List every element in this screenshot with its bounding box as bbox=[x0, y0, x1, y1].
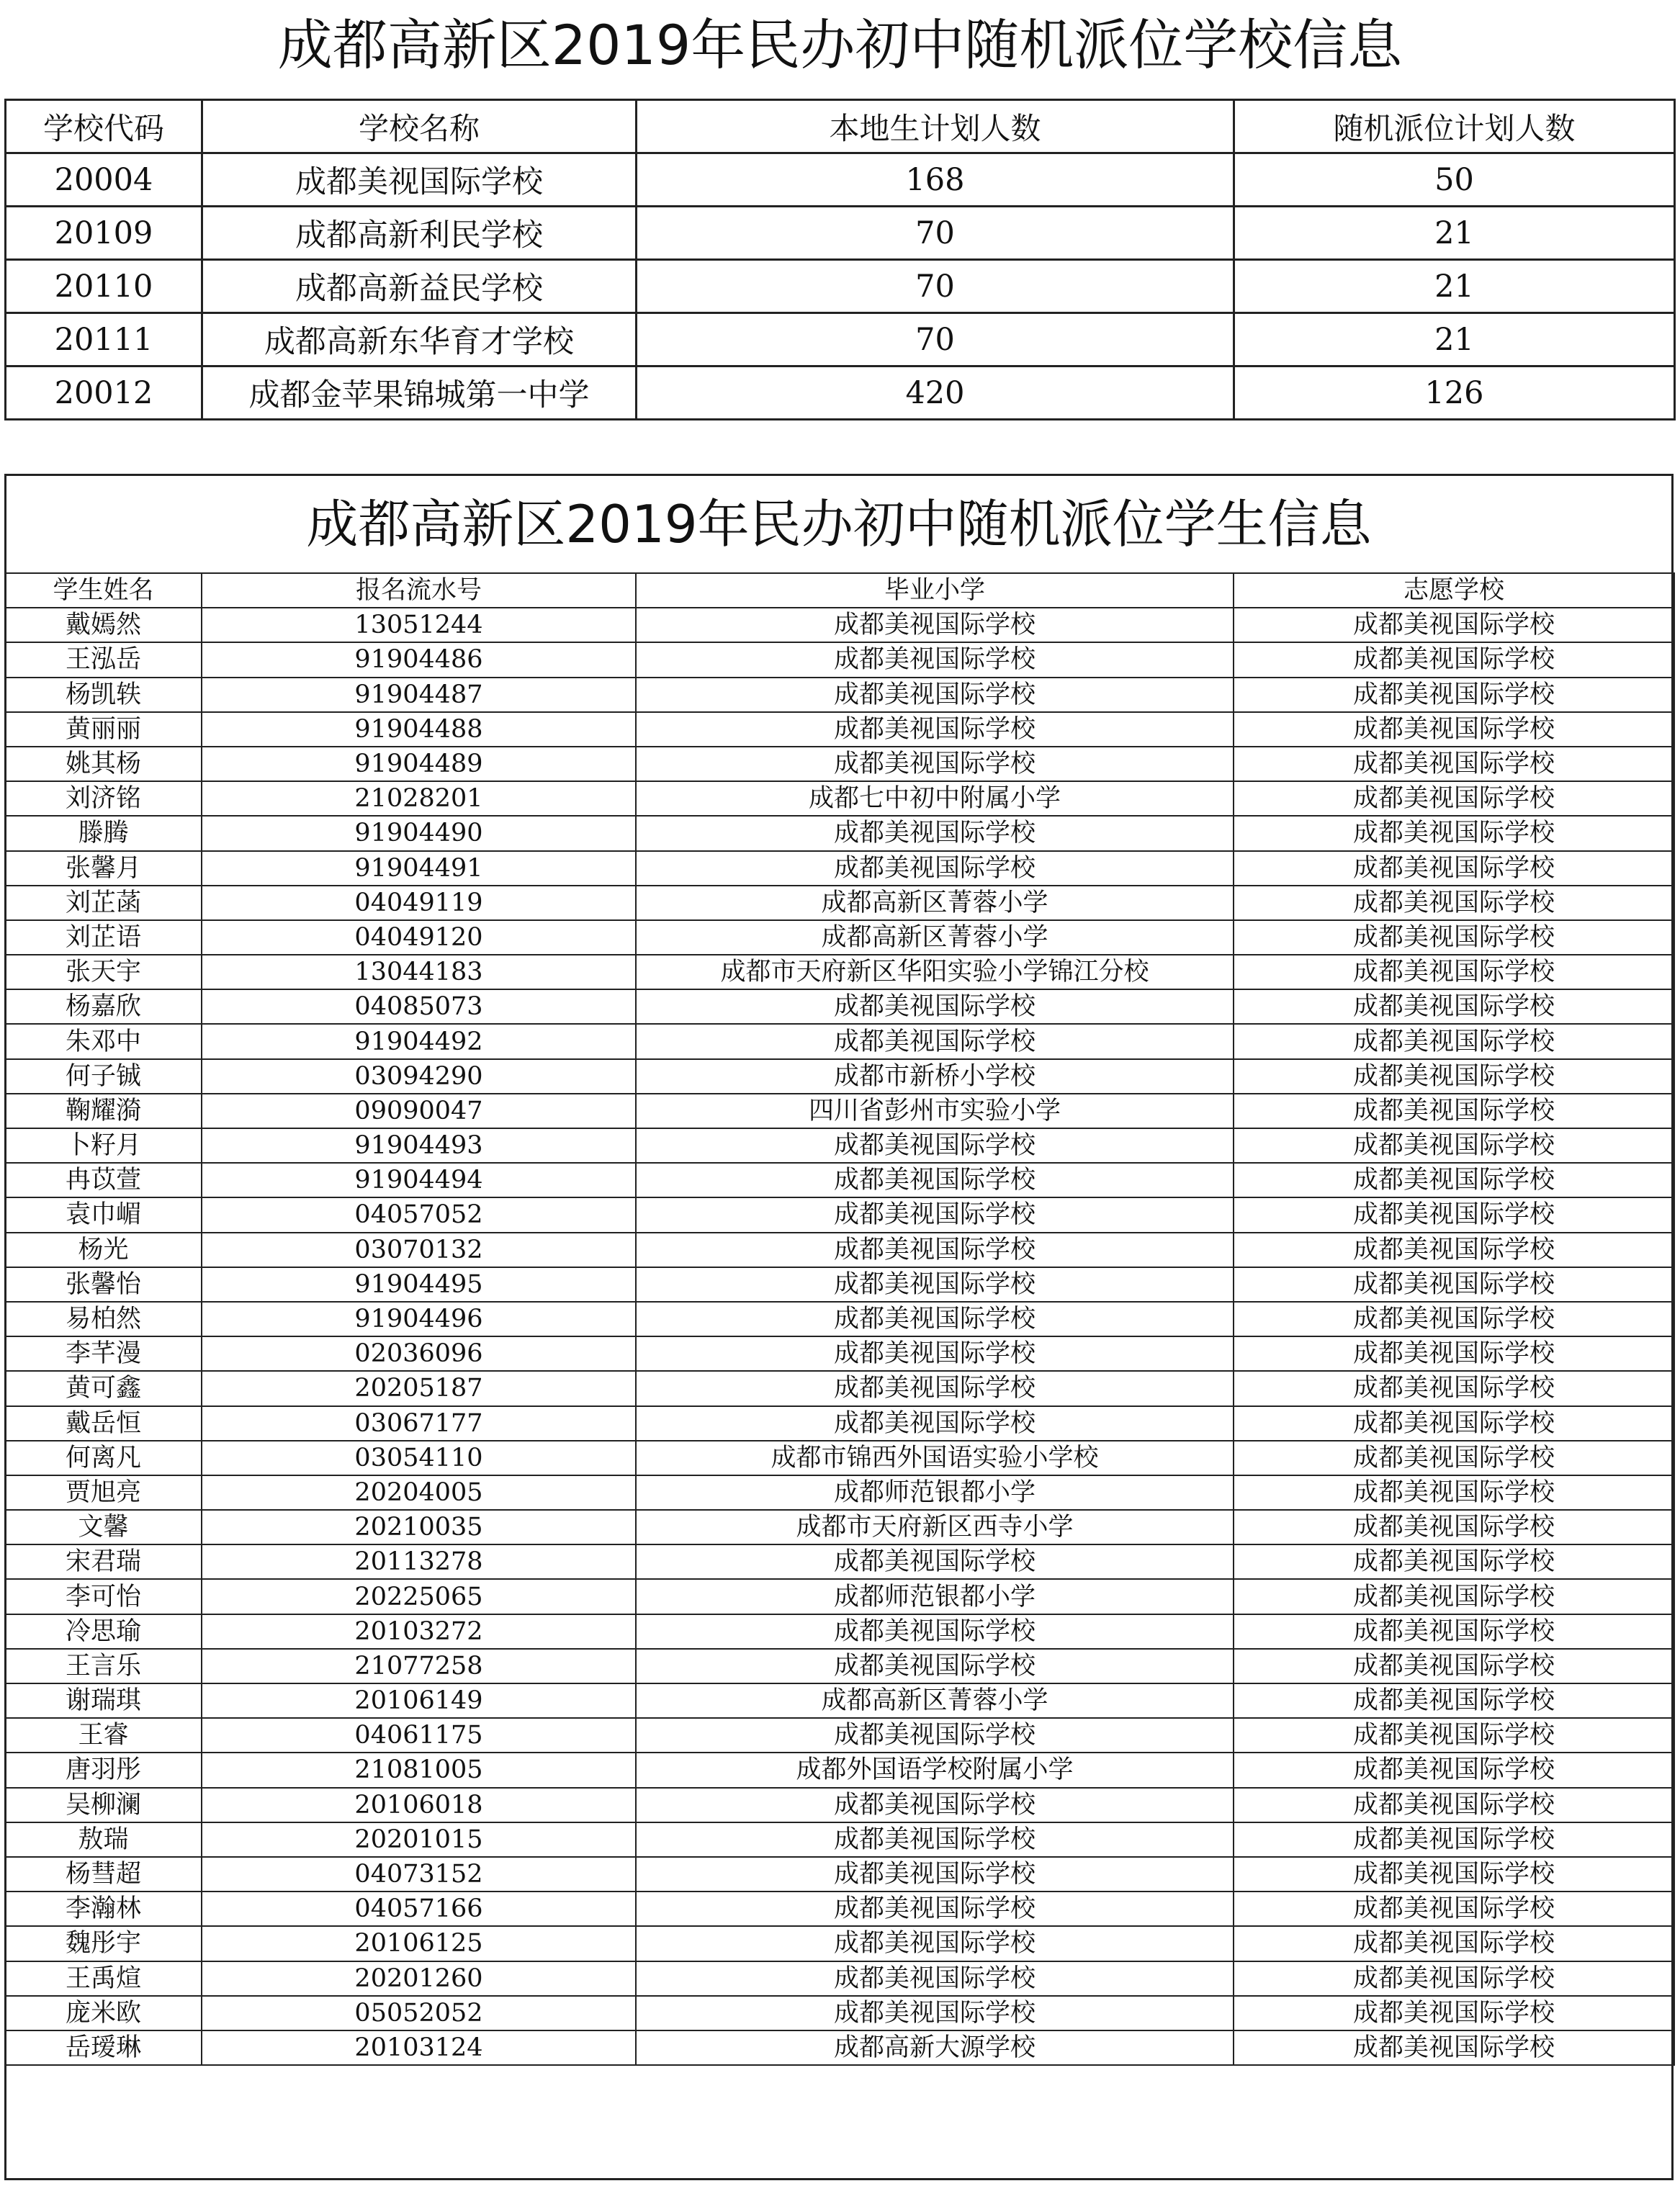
school-code-cell: 20012 bbox=[6, 366, 202, 420]
student-name-cell: 宋君瑞 bbox=[5, 1544, 202, 1579]
student-name-cell: 王睿 bbox=[5, 1718, 202, 1753]
local-plan-cell: 70 bbox=[637, 313, 1234, 366]
local-plan-cell: 70 bbox=[637, 260, 1234, 313]
student-name-cell: 卜籽月 bbox=[5, 1128, 202, 1163]
header-school-name: 学校名称 bbox=[202, 100, 637, 153]
student-name-cell: 杨凯轶 bbox=[5, 678, 202, 712]
primary-school-cell: 成都市锦西外国语实验小学校 bbox=[636, 1441, 1234, 1475]
primary-school-cell: 成都美视国际学校 bbox=[636, 1996, 1234, 2030]
primary-school-cell: 成都美视国际学校 bbox=[636, 642, 1234, 677]
school-row bbox=[6, 366, 1675, 420]
header-random-plan: 随机派位计划人数 bbox=[1234, 100, 1675, 153]
preferred-school-cell: 成都美视国际学校 bbox=[1234, 1233, 1674, 1267]
registration-no-cell: 21028201 bbox=[202, 781, 636, 816]
school-table-header bbox=[6, 100, 1675, 153]
student-row bbox=[5, 678, 1674, 712]
student-table bbox=[4, 572, 1675, 2066]
primary-school-cell: 成都市天府新区华阳实验小学锦江分校 bbox=[636, 955, 1234, 989]
student-name-cell: 王言乐 bbox=[5, 1649, 202, 1683]
student-name-cell: 何离凡 bbox=[5, 1441, 202, 1475]
student-name-cell: 李可怡 bbox=[5, 1579, 202, 1614]
registration-no-cell: 02036096 bbox=[202, 1336, 636, 1371]
student-name-cell: 张天宇 bbox=[5, 955, 202, 989]
student-row bbox=[5, 1163, 1674, 1197]
primary-school-cell: 成都美视国际学校 bbox=[636, 851, 1234, 886]
student-row bbox=[5, 851, 1674, 886]
school-code-cell: 20111 bbox=[6, 313, 202, 366]
registration-no-cell: 20103272 bbox=[202, 1614, 636, 1649]
primary-school-cell: 成都美视国际学校 bbox=[636, 712, 1234, 747]
student-name-cell: 黄丽丽 bbox=[5, 712, 202, 747]
preferred-school-cell: 成都美视国际学校 bbox=[1234, 1197, 1674, 1232]
student-section bbox=[4, 474, 1674, 2180]
local-plan-cell: 168 bbox=[637, 153, 1234, 207]
preferred-school-cell: 成都美视国际学校 bbox=[1234, 851, 1674, 886]
student-table-header bbox=[5, 573, 1674, 608]
header-preferred-school: 志愿学校 bbox=[1234, 573, 1674, 608]
student-name-cell: 何子铖 bbox=[5, 1059, 202, 1094]
schools-title: 成都高新区2019年民办初中随机派位学校信息 bbox=[277, 13, 1403, 77]
preferred-school-cell: 成都美视国际学校 bbox=[1234, 1510, 1674, 1544]
preferred-school-cell: 成都美视国际学校 bbox=[1234, 1718, 1674, 1753]
student-row bbox=[5, 608, 1674, 642]
primary-school-cell: 成都市新桥小学校 bbox=[636, 1059, 1234, 1094]
primary-school-cell: 成都美视国际学校 bbox=[636, 816, 1234, 850]
student-row bbox=[5, 747, 1674, 781]
student-row bbox=[5, 1128, 1674, 1163]
student-name-cell: 滕腾 bbox=[5, 816, 202, 850]
school-row bbox=[6, 313, 1675, 366]
registration-no-cell: 91904487 bbox=[202, 678, 636, 712]
primary-school-cell: 成都美视国际学校 bbox=[636, 1926, 1234, 1961]
student-row bbox=[5, 989, 1674, 1024]
student-row bbox=[5, 1233, 1674, 1267]
preferred-school-cell: 成都美视国际学校 bbox=[1234, 712, 1674, 747]
preferred-school-cell: 成都美视国际学校 bbox=[1234, 1996, 1674, 2030]
preferred-school-cell: 成都美视国际学校 bbox=[1234, 1302, 1674, 1336]
registration-no-cell: 04049120 bbox=[202, 920, 636, 955]
registration-no-cell: 20106149 bbox=[202, 1683, 636, 1718]
primary-school-cell: 成都美视国际学校 bbox=[636, 989, 1234, 1024]
student-row bbox=[5, 1302, 1674, 1336]
registration-no-cell: 21077258 bbox=[202, 1649, 636, 1683]
primary-school-cell: 成都市天府新区西寺小学 bbox=[636, 1510, 1234, 1544]
student-row bbox=[5, 1649, 1674, 1683]
school-table bbox=[4, 99, 1676, 420]
primary-school-cell: 成都美视国际学校 bbox=[636, 1233, 1234, 1267]
random-plan-cell: 126 bbox=[1234, 366, 1675, 420]
registration-no-cell: 20204005 bbox=[202, 1475, 636, 1510]
preferred-school-cell: 成都美视国际学校 bbox=[1234, 608, 1674, 642]
registration-no-cell: 20201260 bbox=[202, 1961, 636, 1996]
student-name-cell: 姚其杨 bbox=[5, 747, 202, 781]
primary-school-cell: 成都美视国际学校 bbox=[636, 1302, 1234, 1336]
student-name-cell: 王禹煊 bbox=[5, 1961, 202, 1996]
preferred-school-cell: 成都美视国际学校 bbox=[1234, 1892, 1674, 1926]
primary-school-cell: 成都美视国际学校 bbox=[636, 1788, 1234, 1822]
student-row bbox=[5, 1094, 1674, 1128]
preferred-school-cell: 成都美视国际学校 bbox=[1234, 1579, 1674, 1614]
student-row bbox=[5, 712, 1674, 747]
primary-school-cell: 成都师范银都小学 bbox=[636, 1579, 1234, 1614]
student-row bbox=[5, 1753, 1674, 1787]
primary-school-cell: 成都美视国际学校 bbox=[636, 1406, 1234, 1441]
registration-no-cell: 21081005 bbox=[202, 1753, 636, 1787]
student-name-cell: 庞米欧 bbox=[5, 1996, 202, 2030]
student-row bbox=[5, 2030, 1674, 2065]
student-name-cell: 杨光 bbox=[5, 1233, 202, 1267]
student-row bbox=[5, 1406, 1674, 1441]
student-row bbox=[5, 1683, 1674, 1718]
student-row bbox=[5, 816, 1674, 850]
student-name-cell: 张馨怡 bbox=[5, 1267, 202, 1302]
student-name-cell: 敖瑞 bbox=[5, 1822, 202, 1857]
primary-school-cell: 成都美视国际学校 bbox=[636, 1961, 1234, 1996]
registration-no-cell: 20103124 bbox=[202, 2030, 636, 2065]
random-plan-cell: 21 bbox=[1234, 313, 1675, 366]
registration-no-cell: 20106125 bbox=[202, 1926, 636, 1961]
student-name-cell: 易柏然 bbox=[5, 1302, 202, 1336]
school-code-cell: 20110 bbox=[6, 260, 202, 313]
student-name-cell: 刘济铭 bbox=[5, 781, 202, 816]
primary-school-cell: 成都美视国际学校 bbox=[636, 1614, 1234, 1649]
registration-no-cell: 04057052 bbox=[202, 1197, 636, 1232]
school-name-cell: 成都高新益民学校 bbox=[202, 260, 637, 313]
registration-no-cell: 04085073 bbox=[202, 989, 636, 1024]
header-registration-no: 报名流水号 bbox=[202, 573, 636, 608]
student-name-cell: 岳瑷琳 bbox=[5, 2030, 202, 2065]
school-row bbox=[6, 153, 1675, 207]
primary-school-cell: 成都外国语学校附属小学 bbox=[636, 1753, 1234, 1787]
student-name-cell: 戴岳恒 bbox=[5, 1406, 202, 1441]
student-row bbox=[5, 886, 1674, 920]
registration-no-cell: 91904490 bbox=[202, 816, 636, 850]
student-row bbox=[5, 1822, 1674, 1857]
registration-no-cell: 13051244 bbox=[202, 608, 636, 642]
preferred-school-cell: 成都美视国际学校 bbox=[1234, 1267, 1674, 1302]
registration-no-cell: 20205187 bbox=[202, 1371, 636, 1405]
preferred-school-cell: 成都美视国际学校 bbox=[1234, 816, 1674, 850]
primary-school-cell: 成都美视国际学校 bbox=[636, 1718, 1234, 1753]
student-row bbox=[5, 1024, 1674, 1058]
registration-no-cell: 13044183 bbox=[202, 955, 636, 989]
registration-no-cell: 09090047 bbox=[202, 1094, 636, 1128]
school-code-cell: 20109 bbox=[6, 207, 202, 260]
primary-school-cell: 成都美视国际学校 bbox=[636, 1892, 1234, 1926]
student-name-cell: 刘芷菡 bbox=[5, 886, 202, 920]
registration-no-cell: 04061175 bbox=[202, 1718, 636, 1753]
student-row bbox=[5, 1544, 1674, 1579]
student-name-cell: 李芊漫 bbox=[5, 1336, 202, 1371]
student-name-cell: 李瀚林 bbox=[5, 1892, 202, 1926]
primary-school-cell: 成都美视国际学校 bbox=[636, 1544, 1234, 1579]
header-student-name: 学生姓名 bbox=[5, 573, 202, 608]
preferred-school-cell: 成都美视国际学校 bbox=[1234, 1163, 1674, 1197]
preferred-school-cell: 成都美视国际学校 bbox=[1234, 747, 1674, 781]
registration-no-cell: 91904491 bbox=[202, 851, 636, 886]
student-row bbox=[5, 1996, 1674, 2030]
registration-no-cell: 20113278 bbox=[202, 1544, 636, 1579]
primary-school-cell: 四川省彭州市实验小学 bbox=[636, 1094, 1234, 1128]
preferred-school-cell: 成都美视国际学校 bbox=[1234, 1128, 1674, 1163]
preferred-school-cell: 成都美视国际学校 bbox=[1234, 2030, 1674, 2065]
student-name-cell: 贾旭亮 bbox=[5, 1475, 202, 1510]
student-row bbox=[5, 1926, 1674, 1961]
registration-no-cell: 04049119 bbox=[202, 886, 636, 920]
primary-school-cell: 成都高新区菁蓉小学 bbox=[636, 920, 1234, 955]
registration-no-cell: 05052052 bbox=[202, 1996, 636, 2030]
registration-no-cell: 03094290 bbox=[202, 1059, 636, 1094]
preferred-school-cell: 成都美视国际学校 bbox=[1234, 1822, 1674, 1857]
school-name-cell: 成都高新东华育才学校 bbox=[202, 313, 637, 366]
student-row bbox=[5, 1718, 1674, 1753]
preferred-school-cell: 成都美视国际学校 bbox=[1234, 1961, 1674, 1996]
preferred-school-cell: 成都美视国际学校 bbox=[1234, 1683, 1674, 1718]
student-row bbox=[5, 955, 1674, 989]
student-row bbox=[5, 1336, 1674, 1371]
registration-no-cell: 03067177 bbox=[202, 1406, 636, 1441]
primary-school-cell: 成都美视国际学校 bbox=[636, 1267, 1234, 1302]
registration-no-cell: 91904486 bbox=[202, 642, 636, 677]
student-row bbox=[5, 1857, 1674, 1892]
registration-no-cell: 91904489 bbox=[202, 747, 636, 781]
preferred-school-cell: 成都美视国际学校 bbox=[1234, 1441, 1674, 1475]
student-name-cell: 刘芷语 bbox=[5, 920, 202, 955]
student-row bbox=[5, 1059, 1674, 1094]
student-name-cell: 唐羽彤 bbox=[5, 1753, 202, 1787]
primary-school-cell: 成都美视国际学校 bbox=[636, 1024, 1234, 1058]
school-code-cell: 20004 bbox=[6, 153, 202, 207]
primary-school-cell: 成都美视国际学校 bbox=[636, 747, 1234, 781]
student-row bbox=[5, 920, 1674, 955]
student-row bbox=[5, 1197, 1674, 1232]
registration-no-cell: 04073152 bbox=[202, 1857, 636, 1892]
preferred-school-cell: 成都美视国际学校 bbox=[1234, 678, 1674, 712]
primary-school-cell: 成都美视国际学校 bbox=[636, 678, 1234, 712]
random-plan-cell: 50 bbox=[1234, 153, 1675, 207]
student-name-cell: 谢瑞琪 bbox=[5, 1683, 202, 1718]
random-plan-cell: 21 bbox=[1234, 260, 1675, 313]
preferred-school-cell: 成都美视国际学校 bbox=[1234, 1544, 1674, 1579]
preferred-school-cell: 成都美视国际学校 bbox=[1234, 920, 1674, 955]
student-name-cell: 张馨月 bbox=[5, 851, 202, 886]
registration-no-cell: 91904496 bbox=[202, 1302, 636, 1336]
preferred-school-cell: 成都美视国际学校 bbox=[1234, 886, 1674, 920]
student-row bbox=[5, 1267, 1674, 1302]
primary-school-cell: 成都师范银都小学 bbox=[636, 1475, 1234, 1510]
preferred-school-cell: 成都美视国际学校 bbox=[1234, 1788, 1674, 1822]
preferred-school-cell: 成都美视国际学校 bbox=[1234, 781, 1674, 816]
preferred-school-cell: 成都美视国际学校 bbox=[1234, 1614, 1674, 1649]
students-title: 成都高新区2019年民办初中随机派位学生信息 bbox=[306, 494, 1372, 554]
primary-school-cell: 成都美视国际学校 bbox=[636, 1336, 1234, 1371]
primary-school-cell: 成都高新区菁蓉小学 bbox=[636, 1683, 1234, 1718]
student-row bbox=[5, 1441, 1674, 1475]
student-name-cell: 袁巾嵋 bbox=[5, 1197, 202, 1232]
school-name-cell: 成都美视国际学校 bbox=[202, 153, 637, 207]
student-name-cell: 黄可鑫 bbox=[5, 1371, 202, 1405]
header-local-plan: 本地生计划人数 bbox=[637, 100, 1234, 153]
preferred-school-cell: 成都美视国际学校 bbox=[1234, 1649, 1674, 1683]
primary-school-cell: 成都美视国际学校 bbox=[636, 1371, 1234, 1405]
preferred-school-cell: 成都美视国际学校 bbox=[1234, 1336, 1674, 1371]
student-name-cell: 王泓岳 bbox=[5, 642, 202, 677]
preferred-school-cell: 成都美视国际学校 bbox=[1234, 642, 1674, 677]
student-row bbox=[5, 1579, 1674, 1614]
student-name-cell: 杨彗超 bbox=[5, 1857, 202, 1892]
preferred-school-cell: 成都美视国际学校 bbox=[1234, 1059, 1674, 1094]
preferred-school-cell: 成都美视国际学校 bbox=[1234, 1926, 1674, 1961]
registration-no-cell: 91904495 bbox=[202, 1267, 636, 1302]
random-plan-cell: 21 bbox=[1234, 207, 1675, 260]
student-row bbox=[5, 1961, 1674, 1996]
registration-no-cell: 91904493 bbox=[202, 1128, 636, 1163]
registration-no-cell: 20210035 bbox=[202, 1510, 636, 1544]
preferred-school-cell: 成都美视国际学校 bbox=[1234, 1406, 1674, 1441]
registration-no-cell: 91904492 bbox=[202, 1024, 636, 1058]
student-name-cell: 吴柳澜 bbox=[5, 1788, 202, 1822]
header-school-code: 学校代码 bbox=[6, 100, 202, 153]
preferred-school-cell: 成都美视国际学校 bbox=[1234, 989, 1674, 1024]
registration-no-cell: 04057166 bbox=[202, 1892, 636, 1926]
student-row bbox=[5, 1510, 1674, 1544]
student-row bbox=[5, 642, 1674, 677]
preferred-school-cell: 成都美视国际学校 bbox=[1234, 1753, 1674, 1787]
preferred-school-cell: 成都美视国际学校 bbox=[1234, 1475, 1674, 1510]
primary-school-cell: 成都高新区菁蓉小学 bbox=[636, 886, 1234, 920]
primary-school-cell: 成都美视国际学校 bbox=[636, 1822, 1234, 1857]
preferred-school-cell: 成都美视国际学校 bbox=[1234, 1094, 1674, 1128]
school-name-cell: 成都高新利民学校 bbox=[202, 207, 637, 260]
student-name-cell: 戴嫣然 bbox=[5, 608, 202, 642]
primary-school-cell: 成都美视国际学校 bbox=[636, 1197, 1234, 1232]
primary-school-cell: 成都美视国际学校 bbox=[636, 1649, 1234, 1683]
registration-no-cell: 91904488 bbox=[202, 712, 636, 747]
local-plan-cell: 420 bbox=[637, 366, 1234, 420]
student-row bbox=[5, 1475, 1674, 1510]
school-name-cell: 成都金苹果锦城第一中学 bbox=[202, 366, 637, 420]
preferred-school-cell: 成都美视国际学校 bbox=[1234, 1024, 1674, 1058]
registration-no-cell: 20106018 bbox=[202, 1788, 636, 1822]
student-name-cell: 文馨 bbox=[5, 1510, 202, 1544]
student-row bbox=[5, 1614, 1674, 1649]
header-primary-school: 毕业小学 bbox=[636, 573, 1234, 608]
student-name-cell: 朱邓中 bbox=[5, 1024, 202, 1058]
student-name-cell: 鞠耀漪 bbox=[5, 1094, 202, 1128]
preferred-school-cell: 成都美视国际学校 bbox=[1234, 1371, 1674, 1405]
preferred-school-cell: 成都美视国际学校 bbox=[1234, 955, 1674, 989]
school-row bbox=[6, 207, 1675, 260]
primary-school-cell: 成都美视国际学校 bbox=[636, 1163, 1234, 1197]
preferred-school-cell: 成都美视国际学校 bbox=[1234, 1857, 1674, 1892]
student-name-cell: 冷思瑜 bbox=[5, 1614, 202, 1649]
primary-school-cell: 成都七中初中附属小学 bbox=[636, 781, 1234, 816]
student-row bbox=[5, 1371, 1674, 1405]
school-row bbox=[6, 260, 1675, 313]
student-row bbox=[5, 1788, 1674, 1822]
primary-school-cell: 成都美视国际学校 bbox=[636, 1857, 1234, 1892]
student-row bbox=[5, 781, 1674, 816]
student-row bbox=[5, 1892, 1674, 1926]
primary-school-cell: 成都高新大源学校 bbox=[636, 2030, 1234, 2065]
registration-no-cell: 91904494 bbox=[202, 1163, 636, 1197]
primary-school-cell: 成都美视国际学校 bbox=[636, 608, 1234, 642]
student-name-cell: 魏彤宇 bbox=[5, 1926, 202, 1961]
registration-no-cell: 20201015 bbox=[202, 1822, 636, 1857]
primary-school-cell: 成都美视国际学校 bbox=[636, 1128, 1234, 1163]
registration-no-cell: 20225065 bbox=[202, 1579, 636, 1614]
student-name-cell: 杨嘉欣 bbox=[5, 989, 202, 1024]
registration-no-cell: 03070132 bbox=[202, 1233, 636, 1267]
student-name-cell: 冉苡萱 bbox=[5, 1163, 202, 1197]
local-plan-cell: 70 bbox=[637, 207, 1234, 260]
registration-no-cell: 03054110 bbox=[202, 1441, 636, 1475]
